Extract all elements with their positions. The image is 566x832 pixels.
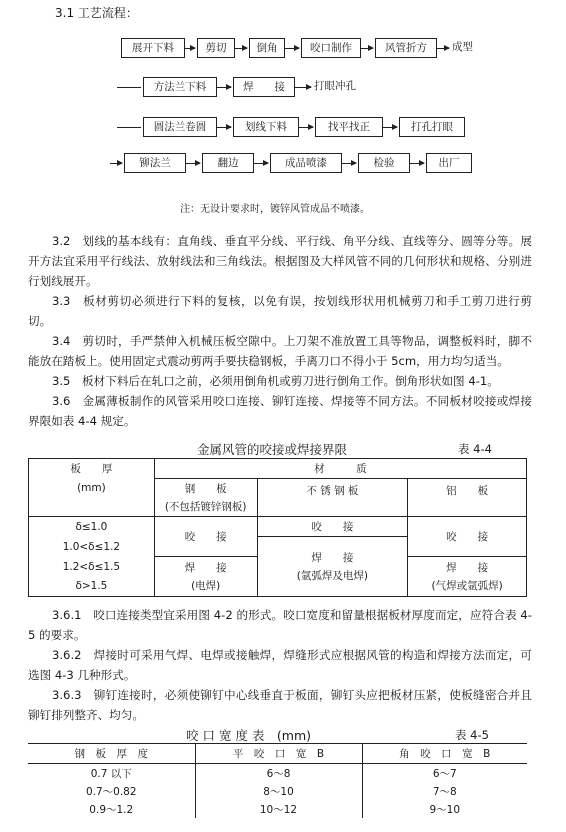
flow-step-duct-folding: 风管折方	[375, 38, 437, 58]
table-row: 0.7～0.82 8～10 7～8	[28, 782, 527, 800]
stainless-weld: 焊 接 (氩弧焊及电焊)	[257, 537, 408, 597]
flow-step-drilling: 打孔打眼	[399, 117, 465, 137]
table-4-5-number: 表 4-5	[455, 728, 489, 742]
table-row: 0.9～1.2 10～12 9～10	[28, 800, 527, 818]
header-thickness: 钢 板 厚 度	[28, 744, 195, 764]
table-4-4-title: 金属风管的咬接或焊接界限	[197, 442, 348, 457]
flow-arrow	[299, 127, 313, 128]
stainless-bite: 咬 接	[257, 517, 408, 537]
flow-arrow	[235, 48, 247, 49]
aluminum-weld: 焊 接 (气焊或氩弧焊)	[408, 557, 527, 597]
flow-step-round-flange-rolling: 圆法兰卷圆	[143, 117, 217, 137]
table-4-4	[28, 458, 527, 597]
flow-step-rivet-flange: 铆法兰	[124, 153, 186, 173]
header-flat-seam: 平 咬 口 宽 B	[195, 744, 362, 764]
flow-step-leveling-alignment: 找平找正	[315, 117, 383, 137]
flow-step-forming: 成型	[452, 41, 473, 53]
thickness-cell: 1.2<δ≤1.5	[29, 557, 155, 577]
flow-arrow	[186, 163, 200, 164]
paragraph-3-6: 3.6 金属薄板制作的风管采用咬口连接、铆钉连接、焊接等不同方法。不同板材咬接或焊接界限如表 4-4 规定。	[28, 394, 532, 428]
flow-arrow	[217, 87, 231, 88]
table-row: 0.7 以下 6～8 6～7	[28, 764, 527, 783]
flow-arrow	[410, 163, 424, 164]
paragraph-3-5: 3.5 板材下料后在轧口之前，必须用倒角机或剪刀进行倒角工作。倒角形状如图 4-1。	[52, 374, 499, 388]
header-steel: 钢 板 (不包括镀锌钢板)	[154, 479, 257, 517]
paragraph-3-6-1: 3.6.1 咬口连接类型宜采用图 4-2 的形式。咬口宽度和留量根据板材厚度而定，应符合表 4-5 的要求。	[28, 608, 532, 642]
header-corner-seam: 角 咬 口 宽 B	[362, 744, 527, 764]
section-heading: 3.1 工艺流程：	[55, 6, 138, 20]
flow-step-seam-making: 咬口制作	[301, 38, 361, 58]
steel-weld: 焊 接 (电焊)	[154, 557, 257, 597]
body-text-section-1	[28, 231, 532, 431]
paragraph-3-4: 3.4 剪切时，手严禁伸入机械压板空隙中。上刀架不准放置工具等物品，调整板料时，脚不能放在踏板上。使用固定式震动剪两手要扶稳钢板，手离刀口不得小于 5cm，用力均匀适当。	[28, 334, 532, 368]
header-thickness: 板 厚 (mm)	[29, 459, 155, 517]
flow-step-dispatch: 出厂	[426, 153, 472, 173]
paragraph-3-3: 3.3 板材剪切必须进行下料的复核，以免有误，按划线形状用机械剪刀和手工剪刀进行剪切。	[28, 294, 532, 328]
flow-arrow	[342, 163, 356, 164]
header-material: 材 质	[154, 459, 526, 479]
thickness-cell: 1.0<δ≤1.2	[29, 537, 155, 557]
paragraph-3-6-3: 3.6.3 铆钉连接时，必须使铆钉中心线垂直于板面，铆钉头应把板材压紧，使板缝密合并且铆钉排列整齐、均匀。	[28, 688, 532, 722]
flow-step-unfold-blanking: 展开下料	[121, 38, 185, 58]
table-4-5-title: 咬 口 宽 度 表 (mm)	[186, 728, 312, 743]
header-aluminum: 铝 板	[408, 479, 527, 517]
flow-arrow	[361, 48, 373, 49]
thickness-cell: δ≤1.0	[29, 517, 155, 537]
flow-arrow	[437, 48, 449, 49]
flow-step-flanging: 翻边	[202, 153, 254, 173]
flow-step-welding: 焊 接	[233, 77, 295, 97]
flow-arrow	[217, 127, 231, 128]
flow-step-chamfer: 倒角	[249, 38, 285, 58]
flow-arrow	[285, 48, 299, 49]
flow-step-shearing: 剪切	[197, 38, 235, 58]
flow-arrow	[254, 163, 268, 164]
paragraph-3-6-2: 3.6.2 焊接时可采用气焊、电焊或接触焊，焊缝形式应根据风管的构造和焊接方法而定，可选图 4-3 几种形式。	[28, 648, 532, 682]
body-text-section-2	[28, 605, 532, 725]
flow-arrow	[110, 163, 122, 164]
table-4-5	[28, 743, 527, 818]
flow-arrow	[383, 127, 397, 128]
steel-bite: 咬 接	[154, 517, 257, 557]
flow-branch-line	[117, 87, 141, 88]
flow-arrow	[185, 48, 195, 49]
flow-step-square-flange-blanking: 方法兰下料	[143, 77, 217, 97]
flow-step-painting: 成品喷漆	[270, 153, 342, 173]
table-4-4-number: 表 4-4	[458, 442, 492, 456]
flow-step-marking-blanking: 划线下料	[233, 117, 299, 137]
paragraph-3-2: 3.2 划线的基本线有：直角线、垂直平分线、平行线、角平分线、直线等分、圆等分等。展开方法宜采用平行线法、放射线法和三角线法。根据图及大样风管不同的几何形状和规格、分别进行划线展开。	[28, 234, 532, 288]
flow-step-punching: 打眼冲孔	[314, 80, 356, 92]
header-stainless: 不 锈 钢 板	[257, 479, 408, 517]
flow-arrow	[295, 87, 311, 88]
flow-branch-line	[117, 127, 141, 128]
thickness-cell: δ>1.5	[29, 577, 155, 597]
aluminum-bite: 咬 接	[408, 517, 527, 557]
flow-note: 注：无设计要求时，镀锌风管成品不喷漆。	[180, 204, 370, 215]
flow-step-inspection: 检验	[358, 153, 410, 173]
